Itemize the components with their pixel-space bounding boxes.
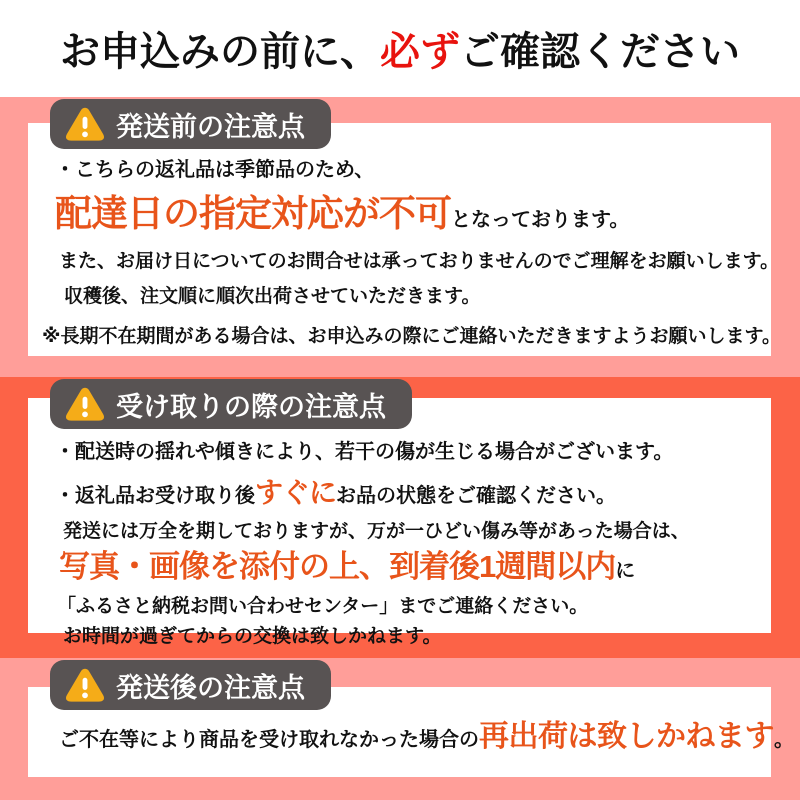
- warning-icon: [65, 386, 105, 422]
- emphasis-text: 配達日の指定対応が不可: [55, 193, 451, 234]
- notice-line: お時間が過ぎてからの交換は致しかねます。: [63, 626, 442, 648]
- notice-line: また、お届け日についてのお問合せは承っておりませんのでご理解をお願いします。: [59, 251, 780, 273]
- section-header-label: 発送前の注意点: [116, 111, 305, 142]
- section-header-label: 受け取りの際の注意点: [116, 391, 386, 422]
- notice-line: ・こちらの返礼品は季節品のため、: [55, 159, 375, 181]
- notice-line: ・配送時の揺れや傾きにより、若干の傷が生じる場合がございます。: [55, 441, 674, 463]
- section-on-pickup: [0, 377, 800, 658]
- notice-line: ※長期不在期間がある場合は、お申込みの際にご連絡いただきますようお願いします。: [42, 326, 781, 348]
- emphasis-text: 再出荷は致しかねます: [479, 720, 774, 753]
- page-title-post: ご確認ください: [460, 30, 740, 74]
- content-box: [28, 398, 771, 648]
- content-box: [28, 123, 781, 356]
- notice-line: 配達日の指定対応が不可となっております。: [55, 193, 630, 234]
- notice-line: ・返礼品お受け取り後すぐにお品の状態をご確認ください。: [55, 477, 617, 508]
- notice-line: 「ふるさと納税お問い合わせセンター」までご連絡ください。: [57, 595, 589, 617]
- notice-line: 写真・画像を添付の上、到着後1週間以内に: [59, 549, 636, 585]
- section-before-shipping: [0, 97, 800, 377]
- emphasis-text: すぐに: [255, 477, 337, 508]
- notice-line: ご不在等により商品を受け取れなかった場合の再出荷は致しかねます。: [59, 720, 794, 753]
- notice-line: 収穫後、注文順に順次出荷させていただきます。: [64, 285, 481, 307]
- emphasis-text: 写真・画像を添付の上、到着後1週間以内: [59, 549, 616, 585]
- section-header-pill: [50, 379, 412, 429]
- warning-icon: [65, 667, 105, 703]
- page-title-pre: お申込みの前に、: [60, 30, 380, 74]
- page-title: [0, 0, 800, 97]
- page-title-emphasis: 必ず: [380, 30, 460, 74]
- section-header-label: 発送後の注意点: [116, 672, 305, 703]
- notice-line: 発送には万全を期しておりますが、万が一ひどい傷み等があった場合は、: [63, 520, 690, 542]
- section-header-pill: [50, 660, 331, 710]
- section-header-pill: [50, 99, 331, 149]
- warning-icon: [65, 106, 105, 142]
- section-after-shipping: [0, 658, 800, 800]
